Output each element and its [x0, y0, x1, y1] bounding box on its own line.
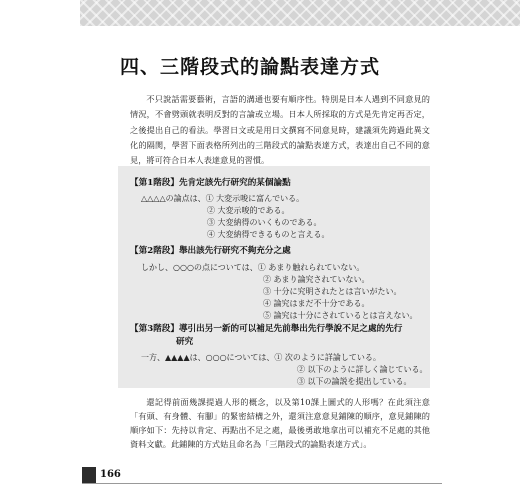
step-2-line-4: ④ 論究はまだ不十分である。	[263, 299, 370, 308]
header-decorative-band	[80, 0, 520, 26]
step-1-line-1: △△△△の論点は、① 大変示唆に富んでいる。	[141, 194, 305, 203]
section-title: 四、三階段式的論點表達方式	[120, 56, 381, 78]
step-2-line-3: ③ 十分に究明されたとは言いがたい。	[263, 287, 402, 296]
step-3-line-2: ② 以下のように詳しく論じている。	[297, 365, 428, 374]
step-1-heading	[130, 176, 291, 190]
intro-paragraph: 不只說話需要藝術，言語的溝通也要有順序性。特別是日本人遇到不同意見的情況，不會劈頭就表明反對的言論或立場。日本人所採取的方式是先肯定再否定，之後提出自己的看法。學習日文或是用日文撰寫不同意見時，建議須先跨過此異文化的隔閡，學習下面表格所列出的三階段式的論點表達方式，表達出自己不同的意見，將可符合日本人表達意見的習慣。	[130, 94, 430, 166]
step-3-heading-line-1: 【第3階段】導引出另一新的可以補足先前舉出先行學說不足之處的先行	[130, 324, 403, 334]
step-2-heading	[130, 244, 291, 258]
step-1-heading-text: 【第1階段】先肯定該先行研究的某個論點	[130, 178, 291, 188]
step-2-line-1: しかし、○○○の点については、① あまり触れられていない。	[141, 263, 365, 272]
step-2-heading-text: 【第2階段】舉出該先行研究不夠充分之處	[130, 246, 291, 256]
page-number: 166	[100, 469, 121, 480]
step-1-line-3: ③ 大変納得のいくものである。	[207, 218, 322, 227]
step-2-line-2: ② あまり論究されていない。	[263, 275, 370, 284]
step-3-line-3: ③ 以下の論説を提出している。	[297, 377, 412, 386]
step-3-heading-cont	[176, 335, 193, 349]
step-3-line-1: 一方、▲▲▲▲は、○○○については、① 次のように詳論している。	[141, 353, 381, 362]
step-1-line-4: ④ 大変納得できるものと言える。	[207, 230, 330, 239]
step-3-heading	[130, 322, 402, 336]
closing-paragraph: 還記得前面幾課提過人形的概念，以及第10課上圖式的人形嗎？在此須注意「有頭、有身體、有腳」的緊密結構之外，還須注意意見鋪陳的順序，意見鋪陳的順序如下：先持以肯定、再點出不足之處，最後勇敢地拿出可以補充不足處的其他資料文獻。此鋪陳的方式姑且命名為「三階段式的論點表達方式」。	[130, 397, 430, 449]
page-number-marker	[82, 467, 96, 483]
step-3-heading-line-2: 研究	[176, 337, 194, 347]
step-1-line-2: ② 大変示唆的である。	[207, 206, 290, 215]
footer-rule	[82, 483, 442, 484]
step-2-line-5: ⑤ 論究は十分にされているとは言えない。	[263, 311, 418, 320]
